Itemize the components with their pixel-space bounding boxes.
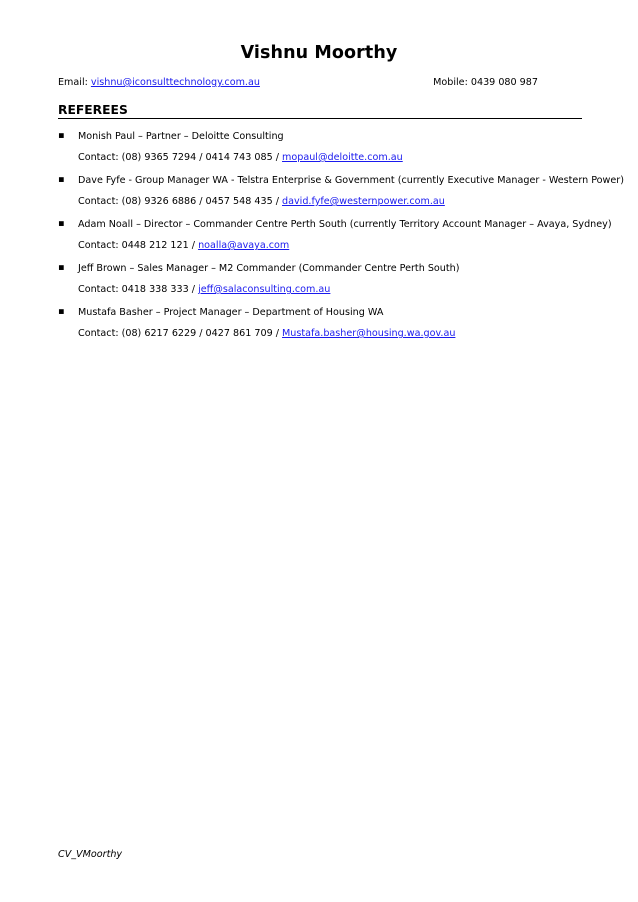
referee-title: Monish Paul – Partner – Deloitte Consulting (78, 131, 284, 142)
bullet-icon: ▪ (58, 262, 65, 273)
referee-contact (78, 284, 330, 296)
referee-email-link[interactable]: david.fyfe@westernpower.com.au (282, 196, 445, 207)
referee-contact-text: Contact: (08) 9326 6886 / 0457 548 435 / (78, 196, 283, 207)
referee-email-link[interactable]: jeff@salaconsulting.com.au (198, 284, 331, 295)
referee-contact-text: Contact: 0448 212 121 / (78, 240, 199, 251)
referee-email-link[interactable]: noalla@avaya.com (198, 240, 290, 251)
bullet-icon: ▪ (58, 218, 65, 229)
referee-contact (78, 328, 455, 340)
referee-email-link[interactable]: Mustafa.basher@housing.wa.gov.au (282, 328, 456, 339)
referee-title: Jeff Brown – Sales Manager – M2 Commander (Commander Centre Perth South) (78, 263, 460, 274)
email-link[interactable]: vishnu@iconsulttechnology.com.au (90, 77, 260, 88)
referee-email-link[interactable]: mopaul@deloitte.com.au (282, 152, 403, 163)
section-title-referees: REFEREES (58, 103, 582, 119)
referee-contact-text: Contact: 0418 338 333 / (78, 284, 199, 295)
referee-contact (78, 240, 289, 252)
referee-contact (78, 152, 403, 164)
list-item (58, 129, 582, 173)
bullet-icon: ▪ (58, 306, 65, 317)
referee-title: Adam Noall – Director – Commander Centre Perth South (currently Territory Account Manager – Avaya, Sydney) (78, 219, 612, 230)
referee-contact (78, 196, 445, 208)
bullet-icon: ▪ (58, 174, 65, 185)
list-item (58, 217, 612, 261)
email-label: Email: (58, 77, 91, 88)
list-item (58, 261, 582, 305)
list-item (58, 173, 624, 217)
footer-text: CV_VMoorthy (58, 849, 123, 860)
referee-contact-text: Contact: (08) 9365 7294 / 0414 743 085 / (78, 152, 283, 163)
referees-list (58, 129, 624, 349)
bullet-icon: ▪ (58, 130, 65, 141)
email-block (58, 77, 260, 89)
referee-contact-text: Contact: (08) 6217 6229 / 0427 861 709 / (78, 328, 283, 339)
page-title: Vishnu Moorthy (240, 43, 398, 63)
referee-title: Mustafa Basher – Project Manager – Department of Housing WA (78, 307, 384, 318)
mobile-number: Mobile: 0439 080 987 (433, 77, 538, 88)
referee-title: Dave Fyfe - Group Manager WA - Telstra Enterprise & Government (currently Executive Manager - Western Power) (78, 175, 624, 186)
list-item (58, 305, 582, 349)
